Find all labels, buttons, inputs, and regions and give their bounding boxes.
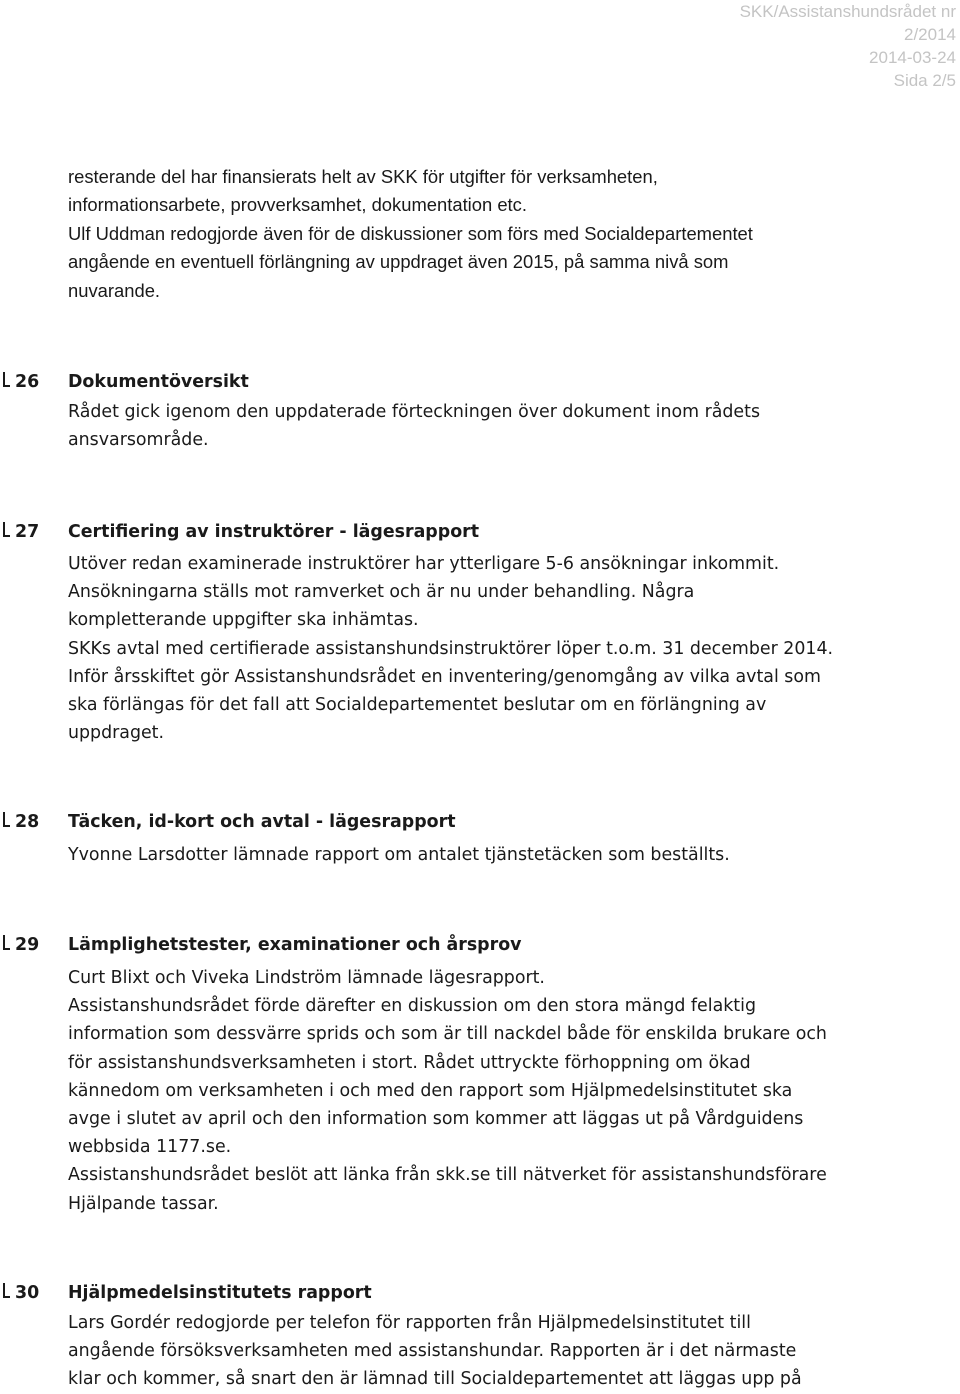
body-line: Utöver redan examinerade instruktörer har ytterligare 5-6 ansökningar inkommit. [68,554,780,574]
body-line: ansvarsområde. [68,430,209,451]
header-date: 2014-03-24 [869,48,956,67]
body-line: information som dessvärre sprids och som är till nackdel både för enskilda brukare och [68,1024,827,1045]
section-number: 30 [15,1283,40,1303]
header-page-number: Sida 2/5 [893,71,956,90]
body-line: avge i slutet av april och den information som kommer att läggas ut på Vårdguidens [68,1109,804,1130]
page-header [436,0,956,92]
section-mark-icon [3,1283,10,1298]
body-line: Yvonne Larsdotter lämnade rapport om antalet tjänstetäcken som beställts. [68,845,730,865]
section-title: Hjälpmedelsinstitutets rapport [68,1283,372,1303]
section-mark-icon [3,935,10,950]
section-body [68,841,948,869]
body-line: Inför årsskiftet gör Assistanshundsrådet en inventering/genomgång av vilka avtal som [68,666,821,687]
body-line: ska förlängas för det fall att Socialdepartementet beslutar om en förlängning av [68,695,767,716]
body-line: webbsida 1177.se. [68,1137,232,1158]
section-body [68,964,948,1218]
body-line: angående försöksverksamheten med assistanshundar. Rapporten är i det närmaste [68,1341,797,1362]
section-title: Dokumentöversikt [68,372,249,392]
section-mark-icon [3,812,10,827]
body-line: klar och kommer, så snart den är lämnad till Socialdepartementet att läggas upp på [68,1369,802,1390]
header-document-id: SKK/Assistanshundsrådet nr [739,2,956,21]
intro-line: angående en eventuell förlängning av uppdraget även 2015, på samma nivå som [68,251,729,273]
section-number: 26 [15,372,40,392]
body-line: Lars Gordér redogjorde per telefon för rapporten från Hjälpmedelsinstitutet till [68,1313,751,1333]
body-line: uppdraget. [68,723,165,744]
section-number: 28 [15,812,40,832]
body-line: Curt Blixt och Viveka Lindström lämnade lägesrapport. [68,968,545,988]
intro-line: nuvarande. [68,279,161,301]
body-line: SKKs avtal med certifierade assistanshundsinstruktörer löper t.o.m. 31 december 2014. [68,638,834,659]
body-line: Rådet gick igenom den uppdaterade förteckningen över dokument inom rådets [68,402,761,422]
section-title: Lämplighetstester, examinationer och årsprov [68,935,522,955]
intro-line: resterande del har finansierats helt av SKK för utgifter för verksamheten, [68,166,658,187]
body-line: för assistanshundsverksamheten i stort. Rådet uttryckte förhoppning om ökad [68,1052,751,1073]
section-title: Täcken, id-kort och avtal - lägesrapport [68,812,456,832]
section-body [68,398,948,454]
section-mark-icon [3,372,10,387]
body-line: Ansökningarna ställs mot ramverket och är nu under behandling. Några [68,582,695,603]
body-line: Assistanshundsrådet förde därefter en diskussion om den stora mängd felaktig [68,996,756,1017]
intro-line: informationsarbete, provverksamhet, dokumentation etc. [68,194,527,216]
body-line: Hjälpande tassar. [68,1193,219,1214]
intro-paragraph [68,163,948,305]
intro-line: Ulf Uddman redogjorde även för de diskussioner som förs med Socialdepartementet [68,222,753,244]
section-body [68,1309,948,1394]
section-body [68,550,948,747]
section-number: 29 [15,935,40,955]
body-line: kompletterande uppgifter ska inhämtas. [68,610,419,631]
body-line: Assistanshundsrådet beslöt att länka från skk.se till nätverket för assistanshundsförare [68,1165,827,1186]
section-number: 27 [15,522,40,542]
section-mark-icon [3,522,10,537]
section-title: Certifiering av instruktörer - lägesrapport [68,522,480,542]
header-number: 2/2014 [904,25,956,44]
body-line: kännedom om verksamheten i och med den rapport som Hjälpmedelsinstitutet ska [68,1080,793,1101]
